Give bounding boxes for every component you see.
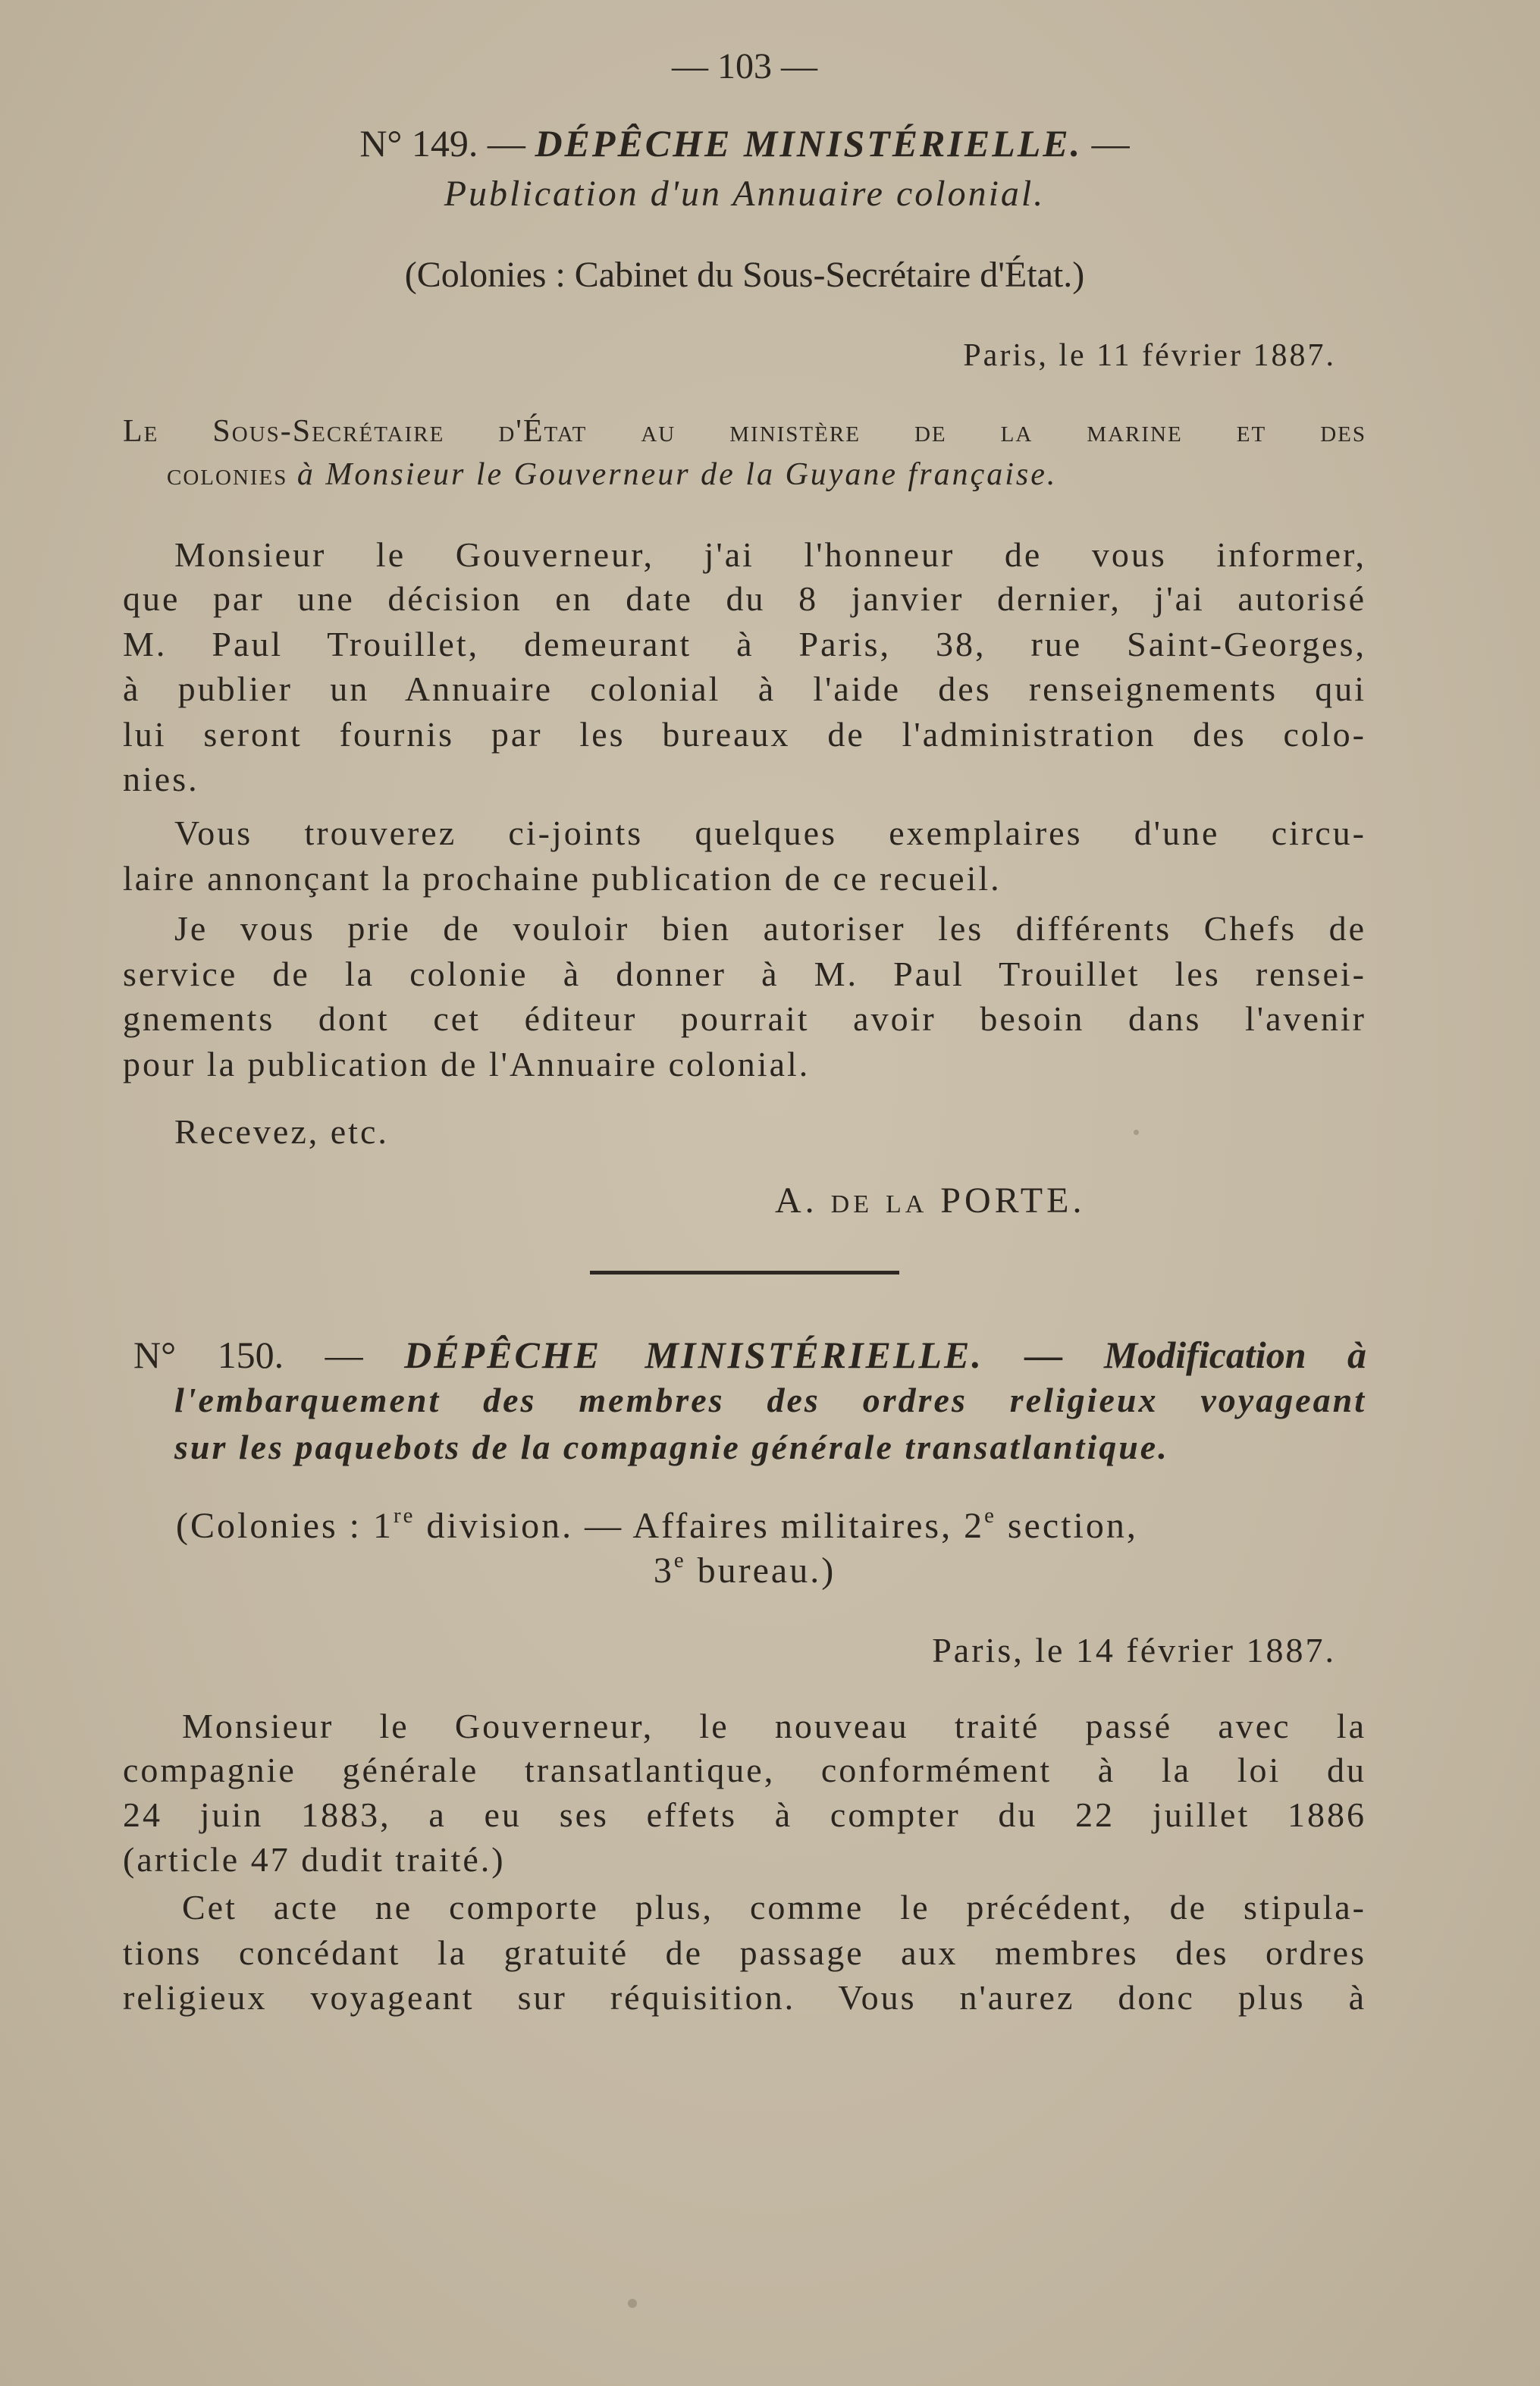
- doc150-p1-line: Monsieur le Gouverneur, le nouveau traité passé avec la: [182, 1707, 1366, 1745]
- doc150-origin-sup: e: [673, 1547, 686, 1572]
- doc150-origin-text: (Colonies : 1: [176, 1506, 394, 1546]
- doc150-origin-text: section,: [996, 1506, 1138, 1546]
- doc149-p2-line: laire annonçant la prochaine publication de ce recueil.: [123, 859, 1002, 898]
- doc149-p1-line: que par une décision en date du 8 janvier dernier, j'ai autorisé: [123, 579, 1366, 618]
- doc150-p2-line: Cet acte ne comporte plus, comme le précédent, de stipula-: [182, 1888, 1366, 1927]
- doc149-p1-line: à publier un Annuaire colonial à l'aide des renseignements qui: [123, 669, 1366, 708]
- doc150-p1-line: (article 47 dudit traité.): [123, 1840, 506, 1879]
- doc150-heading-line2: l'embarquement des membres des ordres religieux voyageant: [174, 1381, 1366, 1419]
- doc150-origin-text: 3: [653, 1550, 674, 1591]
- doc149-subtitle: Publication d'un Annuaire colonial.: [444, 174, 1046, 214]
- doc149-dash: —: [1082, 122, 1130, 165]
- doc150-origin-text: bureau.): [685, 1550, 836, 1591]
- doc149-address-colonies: colonies: [167, 457, 297, 492]
- paper-speck: [628, 2299, 637, 2308]
- doc149-p2-line: Vous trouverez ci-joints quelques exemplaires d'une circu-: [174, 814, 1366, 852]
- doc150-subject-start: — Modification à: [983, 1334, 1366, 1376]
- doc150-date: Paris, le 14 février 1887.: [932, 1631, 1336, 1670]
- doc150-origin-sup: re: [394, 1503, 416, 1528]
- page-number: — 103 —: [672, 46, 817, 86]
- doc149-p3-line: pour la publication de l'Annuaire colonial.: [123, 1045, 811, 1083]
- doc150-origin-sup: e: [984, 1503, 996, 1528]
- doc150-origin-text: division. — Affaires militaires, 2: [415, 1506, 985, 1546]
- doc150-heading-line1: [133, 1333, 1366, 1377]
- doc150-p2-line: tions concédant la gratuité de passage aux membres des ordres: [123, 1933, 1366, 1972]
- doc149-title: DÉPÊCHE MINISTÉRIELLE.: [535, 122, 1083, 165]
- doc149-heading: [123, 121, 1366, 165]
- doc149-date: Paris, le 11 février 1887.: [963, 338, 1336, 373]
- doc149-number: N° 149. —: [359, 122, 535, 165]
- section-divider: [590, 1271, 899, 1275]
- doc149-p1-line: lui seront fournis par les bureaux de l'administration des colo-: [123, 715, 1366, 754]
- doc150-p2-line: religieux voyageant sur réquisition. Vous n'aurez donc plus à: [123, 1978, 1366, 2017]
- paper-speck: [1134, 1130, 1139, 1135]
- doc150-p1-line: compagnie générale transatlantique, conformément à la loi du: [123, 1751, 1366, 1789]
- doc149-p1-line: nies.: [123, 760, 199, 798]
- doc149-p3-line: gnements dont cet éditeur pourrait avoir besoin dans l'avenir: [123, 999, 1366, 1038]
- doc149-closing: Recevez, etc.: [174, 1112, 389, 1151]
- doc149-p3-line: service de la colonie à donner à M. Paul Trouillet les rensei-: [123, 955, 1366, 993]
- doc149-origin: (Colonies : Cabinet du Sous-Secrétaire d'État.): [404, 255, 1085, 295]
- doc150-heading-line3: sur les paquebots de la compagnie générale transatlantique.: [174, 1428, 1169, 1466]
- doc150-p1-line: 24 juin 1883, a eu ses effets à compter du 22 juillet 1886: [123, 1795, 1366, 1834]
- doc149-p1-line: M. Paul Trouillet, demeurant à Paris, 38, rue Saint-Georges,: [123, 625, 1366, 663]
- doc149-p1-line: Monsieur le Gouverneur, j'ai l'honneur de vous informer,: [174, 535, 1366, 574]
- doc149-address-line2: [167, 456, 1057, 493]
- doc150-number: N° 150. —: [133, 1334, 405, 1376]
- doc149-address-line1: Le Sous-Secrétaire d'État au ministère de la marine et des: [123, 414, 1366, 449]
- doc149-address-recipient: à Monsieur le Gouverneur de la Guyane française.: [296, 457, 1058, 492]
- doc150-origin-line1: [176, 1505, 1138, 1547]
- doc149-p3-line: Je vous prie de vouloir bien autoriser les différents Chefs de: [174, 909, 1366, 948]
- doc150-origin-line2: [123, 1547, 1366, 1591]
- doc149-signature: A. de la PORTE.: [775, 1180, 1086, 1221]
- doc150-title: DÉPÊCHE MINISTÉRIELLE.: [404, 1334, 983, 1376]
